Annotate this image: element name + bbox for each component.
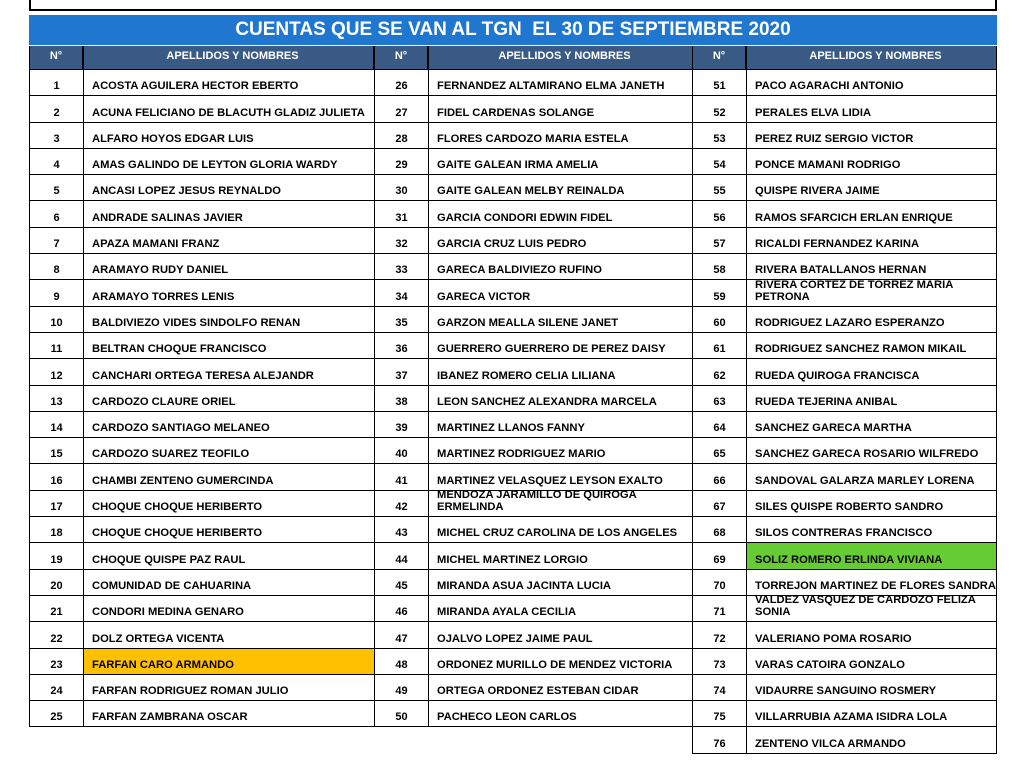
row-name: PACO AGARACHI ANTONIO (746, 70, 997, 96)
header-number: N° (29, 46, 83, 70)
row-number: 55 (692, 175, 746, 201)
row-name: CANCHARI ORTEGA TERESA ALEJANDR (83, 359, 374, 385)
row-number: 42 (374, 491, 428, 517)
table-row (374, 517, 692, 543)
row-number: 44 (374, 543, 428, 569)
row-name: ALFARO HOYOS EDGAR LUIS (83, 123, 374, 149)
row-number: 40 (374, 438, 428, 464)
row-name: LEON SANCHEZ ALEXANDRA MARCELA (428, 386, 692, 412)
row-number: 56 (692, 201, 746, 227)
table-row (374, 649, 692, 675)
row-number: 52 (692, 96, 746, 122)
header-name: APELLIDOS Y NOMBRES (428, 46, 692, 70)
row-name: ACUNA FELICIANO DE BLACUTH GLADIZ JULIETA (83, 96, 374, 122)
row-number: 70 (692, 570, 746, 596)
row-name: MENDOZA JARAMILLO DE QUIROGA ERMELINDA (428, 491, 692, 517)
table-row (692, 543, 997, 569)
row-name: PACHECO LEON CARLOS (428, 701, 692, 727)
table-row (29, 280, 374, 306)
table-row (374, 596, 692, 622)
row-name: SANCHEZ GARECA MARTHA (746, 412, 997, 438)
row-name: RICALDI FERNANDEZ KARINA (746, 228, 997, 254)
row-name: FARFAN ZAMBRANA OSCAR (83, 701, 374, 727)
row-number: 68 (692, 517, 746, 543)
table-header (29, 46, 374, 70)
row-name: VALDEZ VASQUEZ DE CARDOZO FELIZA SONIA (746, 596, 997, 622)
table-row (29, 70, 374, 96)
row-number: 73 (692, 649, 746, 675)
top-border-box (29, 0, 997, 11)
row-number: 61 (692, 333, 746, 359)
row-name: MARTINEZ VELASQUEZ LEYSON EXALTO (428, 464, 692, 490)
row-number: 62 (692, 359, 746, 385)
row-name: ORTEGA ORDONEZ ESTEBAN CIDAR (428, 675, 692, 701)
row-number: 32 (374, 228, 428, 254)
row-name: RODRIGUEZ LAZARO ESPERANZO (746, 307, 997, 333)
table-row (29, 96, 374, 122)
table-header (374, 46, 692, 70)
table-row (29, 438, 374, 464)
row-name: ZENTENO VILCA ARMANDO (746, 727, 997, 753)
row-name: BELTRAN CHOQUE FRANCISCO (83, 333, 374, 359)
row-number: 36 (374, 333, 428, 359)
table-row (374, 254, 692, 280)
row-number: 25 (29, 701, 83, 727)
table-row (692, 596, 997, 622)
row-name: CARDOZO CLAURE ORIEL (83, 386, 374, 412)
row-number: 57 (692, 228, 746, 254)
row-number: 43 (374, 517, 428, 543)
row-number: 1 (29, 70, 83, 96)
row-number: 45 (374, 570, 428, 596)
table-row (374, 412, 692, 438)
row-name: APAZA MAMANI FRANZ (83, 228, 374, 254)
row-number: 54 (692, 149, 746, 175)
row-number: 47 (374, 622, 428, 648)
table-row (692, 464, 997, 490)
row-number: 75 (692, 701, 746, 727)
table-row (29, 596, 374, 622)
table-row (374, 570, 692, 596)
row-number: 33 (374, 254, 428, 280)
row-number: 74 (692, 675, 746, 701)
row-name: GARCIA CONDORI EDWIN FIDEL (428, 201, 692, 227)
row-number: 35 (374, 307, 428, 333)
table-row (692, 491, 997, 517)
row-name: ANDRADE SALINAS JAVIER (83, 201, 374, 227)
row-number: 21 (29, 596, 83, 622)
table-row (374, 491, 692, 517)
row-name: MARTINEZ RODRIGUEZ MARIO (428, 438, 692, 464)
table-row (692, 517, 997, 543)
table-header (692, 46, 997, 70)
row-name: FLORES CARDOZO MARIA ESTELA (428, 123, 692, 149)
table-row (374, 149, 692, 175)
table-row (692, 333, 997, 359)
table-row (29, 464, 374, 490)
row-number: 7 (29, 228, 83, 254)
row-number: 18 (29, 517, 83, 543)
row-number: 11 (29, 333, 83, 359)
row-name: GARCIA CRUZ LUIS PEDRO (428, 228, 692, 254)
table-row (692, 622, 997, 648)
row-name: MIRANDA ASUA JACINTA LUCIA (428, 570, 692, 596)
table-row (692, 96, 997, 122)
table-row (692, 675, 997, 701)
row-name: SILES QUISPE ROBERTO SANDRO (746, 491, 997, 517)
row-number: 2 (29, 96, 83, 122)
row-name: ANCASI LOPEZ JESUS REYNALDO (83, 175, 374, 201)
header-number: N° (692, 46, 746, 70)
row-name: CHOQUE CHOQUE HERIBERTO (83, 491, 374, 517)
row-name: FARFAN RODRIGUEZ ROMAN JULIO (83, 675, 374, 701)
row-number: 60 (692, 307, 746, 333)
table-row (692, 175, 997, 201)
table-row (374, 622, 692, 648)
row-number: 23 (29, 649, 83, 675)
header-name: APELLIDOS Y NOMBRES (83, 46, 374, 70)
table-row (692, 727, 997, 753)
row-name: COMUNIDAD DE CAHUARINA (83, 570, 374, 596)
row-number: 15 (29, 438, 83, 464)
table-row (374, 228, 692, 254)
table-row (29, 649, 374, 675)
row-number: 19 (29, 543, 83, 569)
row-name: AMAS GALINDO DE LEYTON GLORIA WARDY (83, 149, 374, 175)
row-number: 31 (374, 201, 428, 227)
row-name: CARDOZO SANTIAGO MELANEO (83, 412, 374, 438)
row-number: 30 (374, 175, 428, 201)
row-name: PEREZ RUIZ SERGIO VICTOR (746, 123, 997, 149)
row-name: SILOS CONTRERAS FRANCISCO (746, 517, 997, 543)
table-row (374, 201, 692, 227)
table-row (374, 386, 692, 412)
row-name-highlighted: SOLIZ ROMERO ERLINDA VIVIANA (746, 543, 997, 569)
table-row (374, 543, 692, 569)
table-row (29, 622, 374, 648)
row-name-highlighted: FARFAN CARO ARMANDO (83, 649, 374, 675)
table-row (374, 70, 692, 96)
table-row (29, 701, 374, 727)
header-number: N° (374, 46, 428, 70)
row-number: 16 (29, 464, 83, 490)
row-number: 4 (29, 149, 83, 175)
row-name: SANCHEZ GARECA ROSARIO WILFREDO (746, 438, 997, 464)
row-number: 48 (374, 649, 428, 675)
table-row (29, 517, 374, 543)
table-row (374, 333, 692, 359)
row-name: GARZON MEALLA SILENE JANET (428, 307, 692, 333)
row-name: VIDAURRE SANGUINO ROSMERY (746, 675, 997, 701)
row-name: MIRANDA AYALA CECILIA (428, 596, 692, 622)
row-name: ARAMAYO TORRES LENIS (83, 280, 374, 306)
table-row (374, 175, 692, 201)
row-name: RIVERA CORTEZ DE TORREZ MARIA PETRONA (746, 280, 997, 306)
row-number: 59 (692, 280, 746, 306)
row-number: 26 (374, 70, 428, 96)
row-name: RUEDA QUIROGA FRANCISCA (746, 359, 997, 385)
row-number: 41 (374, 464, 428, 490)
row-name: IBANEZ ROMERO CELIA LILIANA (428, 359, 692, 385)
table-row (692, 254, 997, 280)
table-block-1 (29, 46, 374, 781)
row-number: 63 (692, 386, 746, 412)
table-row (692, 649, 997, 675)
table-row (29, 175, 374, 201)
row-name: CHOQUE CHOQUE HERIBERTO (83, 517, 374, 543)
table-row (29, 123, 374, 149)
row-name: MICHEL MARTINEZ LORGIO (428, 543, 692, 569)
table-row (692, 70, 997, 96)
table-block-2 (374, 46, 692, 781)
row-number: 72 (692, 622, 746, 648)
table-row (692, 123, 997, 149)
row-name: ORDONEZ MURILLO DE MENDEZ VICTORIA (428, 649, 692, 675)
table-row (29, 491, 374, 517)
row-number: 27 (374, 96, 428, 122)
row-name: FERNANDEZ ALTAMIRANO ELMA JANETH (428, 70, 692, 96)
table-row (692, 280, 997, 306)
table-row (692, 228, 997, 254)
table-row (29, 570, 374, 596)
row-number: 17 (29, 491, 83, 517)
row-number: 67 (692, 491, 746, 517)
row-name: CHOQUE QUISPE PAZ RAUL (83, 543, 374, 569)
row-number: 14 (29, 412, 83, 438)
row-number: 29 (374, 149, 428, 175)
row-number: 46 (374, 596, 428, 622)
row-number: 38 (374, 386, 428, 412)
table-row (692, 438, 997, 464)
row-name: GAITE GALEAN IRMA AMELIA (428, 149, 692, 175)
table-row (29, 254, 374, 280)
row-name: GARECA VICTOR (428, 280, 692, 306)
row-number: 8 (29, 254, 83, 280)
row-number: 24 (29, 675, 83, 701)
table-row (374, 675, 692, 701)
row-number: 3 (29, 123, 83, 149)
table-row (374, 123, 692, 149)
row-name: MARTINEZ LLANOS FANNY (428, 412, 692, 438)
row-name: ARAMAYO RUDY DANIEL (83, 254, 374, 280)
table-block-3 (692, 46, 997, 781)
row-number: 50 (374, 701, 428, 727)
accounts-table (29, 46, 997, 781)
table-row (29, 201, 374, 227)
row-name: OJALVO LOPEZ JAIME PAUL (428, 622, 692, 648)
row-name: PONCE MAMANI RODRIGO (746, 149, 997, 175)
table-row (692, 201, 997, 227)
row-name: GARECA BALDIVIEZO RUFINO (428, 254, 692, 280)
table-row (29, 228, 374, 254)
row-number: 5 (29, 175, 83, 201)
row-name: GUERRERO GUERRERO DE PEREZ DAISY (428, 333, 692, 359)
row-number: 9 (29, 280, 83, 306)
row-name: VALERIANO POMA ROSARIO (746, 622, 997, 648)
row-number: 64 (692, 412, 746, 438)
table-row (374, 280, 692, 306)
row-number: 10 (29, 307, 83, 333)
row-name: MICHEL CRUZ CAROLINA DE LOS ANGELES (428, 517, 692, 543)
table-row (692, 701, 997, 727)
row-name: RUEDA TEJERINA ANIBAL (746, 386, 997, 412)
table-row (29, 675, 374, 701)
row-number: 66 (692, 464, 746, 490)
table-row (29, 386, 374, 412)
row-name: ACOSTA AGUILERA HECTOR EBERTO (83, 70, 374, 96)
table-row (29, 412, 374, 438)
row-name: SANDOVAL GALARZA MARLEY LORENA (746, 464, 997, 490)
row-number: 49 (374, 675, 428, 701)
row-name: DOLZ ORTEGA VICENTA (83, 622, 374, 648)
row-number: 13 (29, 386, 83, 412)
table-row (692, 570, 997, 596)
row-name: CHAMBI ZENTENO GUMERCINDA (83, 464, 374, 490)
row-number: 20 (29, 570, 83, 596)
row-number: 65 (692, 438, 746, 464)
row-number: 22 (29, 622, 83, 648)
table-row (374, 464, 692, 490)
row-name: GAITE GALEAN MELBY REINALDA (428, 175, 692, 201)
table-row (692, 412, 997, 438)
table-row (692, 359, 997, 385)
table-row (692, 149, 997, 175)
row-number: 37 (374, 359, 428, 385)
table-row (29, 149, 374, 175)
row-number: 76 (692, 727, 746, 753)
row-number: 53 (692, 123, 746, 149)
row-number: 12 (29, 359, 83, 385)
header-name: APELLIDOS Y NOMBRES (746, 46, 997, 70)
row-name: FIDEL CARDENAS SOLANGE (428, 96, 692, 122)
table-row (374, 438, 692, 464)
page-title: CUENTAS QUE SE VAN AL TGN EL 30 DE SEPTIEMBRE 2020 (29, 15, 997, 45)
row-name: VILLARRUBIA AZAMA ISIDRA LOLA (746, 701, 997, 727)
table-row (374, 307, 692, 333)
row-name: RAMOS SFARCICH ERLAN ENRIQUE (746, 201, 997, 227)
table-row (374, 701, 692, 727)
row-number: 71 (692, 596, 746, 622)
row-number: 69 (692, 543, 746, 569)
row-number: 51 (692, 70, 746, 96)
row-number: 6 (29, 201, 83, 227)
table-row (29, 333, 374, 359)
row-number: 39 (374, 412, 428, 438)
table-row (29, 359, 374, 385)
row-name: BALDIVIEZO VIDES SINDOLFO RENAN (83, 307, 374, 333)
table-row (692, 307, 997, 333)
row-number: 28 (374, 123, 428, 149)
row-name: CONDORI MEDINA GENARO (83, 596, 374, 622)
row-name: RODRIGUEZ SANCHEZ RAMON MIKAIL (746, 333, 997, 359)
table-row (29, 307, 374, 333)
row-name: RIVERA BATALLANOS HERNAN (746, 254, 997, 280)
row-name: TORREJON MARTINEZ DE FLORES SANDRA (746, 570, 997, 596)
row-name: CARDOZO SUAREZ TEOFILO (83, 438, 374, 464)
row-number: 34 (374, 280, 428, 306)
table-row (692, 386, 997, 412)
table-row (29, 543, 374, 569)
row-name: VARAS CATOIRA GONZALO (746, 649, 997, 675)
table-row (374, 96, 692, 122)
row-name: PERALES ELVA LIDIA (746, 96, 997, 122)
row-number: 58 (692, 254, 746, 280)
row-name: QUISPE RIVERA JAIME (746, 175, 997, 201)
table-row (374, 359, 692, 385)
